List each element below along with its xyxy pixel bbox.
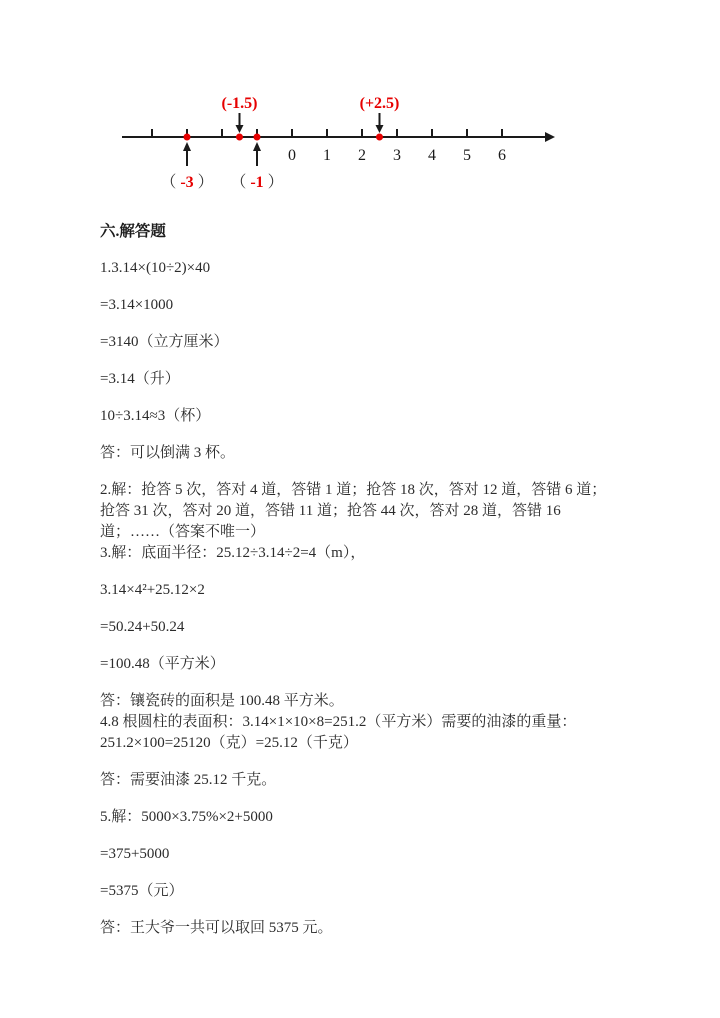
solution-line: =3.14×1000 [100, 297, 174, 313]
answer-content [100, 221, 630, 939]
tick-label: 3 [393, 147, 401, 164]
solution-line: =375+5000 [100, 846, 170, 862]
up-arrow-head [253, 142, 261, 151]
solution-line: 答：王大爷一共可以取回 5375 元。 [100, 920, 333, 936]
tick-label: 4 [428, 147, 436, 164]
solution-line: 4.8 根圆柱的表面积：3.14×1×10×8=251.2（平方米）需要的油漆的重量： [100, 714, 577, 730]
solution-line: =5375（元） [100, 883, 184, 899]
solution-line: 2.解：抢答 5 次，答对 4 道，答错 1 道；抢答 18 次，答对 12 道，答错 6 道； [100, 482, 607, 498]
solution-lines [100, 258, 630, 939]
solution-line: 道；……（答案不唯一） [100, 524, 266, 540]
point-dot [236, 134, 243, 141]
section-heading: 六.解答题 [100, 223, 166, 240]
solution-line: =3140（立方厘米） [100, 334, 229, 350]
number-line-diagram [0, 0, 720, 205]
up-arrow-head [183, 142, 191, 151]
tick-label: 5 [463, 147, 471, 164]
solution-line: 10÷3.14≈3（杯） [100, 408, 211, 424]
solution-line: =50.24+50.24 [100, 619, 185, 635]
tick-label: 2 [358, 147, 366, 164]
point-dot [254, 134, 261, 141]
point-label-above: (-1.5) [221, 95, 258, 112]
solution-line: 抢答 31 次，答对 20 道，答错 11 道；抢答 44 次，答对 28 道，答错 16 [100, 503, 561, 519]
tick-label: 0 [288, 147, 296, 164]
down-arrow-head [376, 125, 384, 133]
solution-line: =100.48（平方米） [100, 656, 225, 672]
tick-label: 1 [323, 147, 331, 164]
solution-line: 251.2×100=25120（克）=25.12（千克） [100, 735, 358, 751]
solution-line: 3.14×4²+25.12×2 [100, 582, 205, 598]
point-label-below: （ -3 ） [160, 174, 214, 191]
solution-line: 1.3.14×(10÷2)×40 [100, 260, 211, 276]
solution-line: 3.解：底面半径：25.12÷3.14÷2=4（m）， [100, 545, 366, 561]
solution-line: 5.解：5000×3.75%×2+5000 [100, 809, 273, 825]
tick-label: 6 [498, 147, 506, 164]
solution-line: 答：可以倒满 3 杯。 [100, 445, 236, 461]
point-dot [184, 134, 191, 141]
solution-line: =3.14（升） [100, 371, 180, 387]
solution-line: 答：需要油漆 25.12 千克。 [100, 772, 277, 788]
point-label-above: (+2.5) [359, 95, 400, 112]
point-dot [376, 134, 383, 141]
axis-arrowhead [545, 132, 555, 142]
point-label-below: （ -1 ） [230, 174, 284, 191]
solution-line: 答：镶瓷砖的面积是 100.48 平方米。 [100, 693, 344, 709]
down-arrow-head [236, 125, 244, 133]
